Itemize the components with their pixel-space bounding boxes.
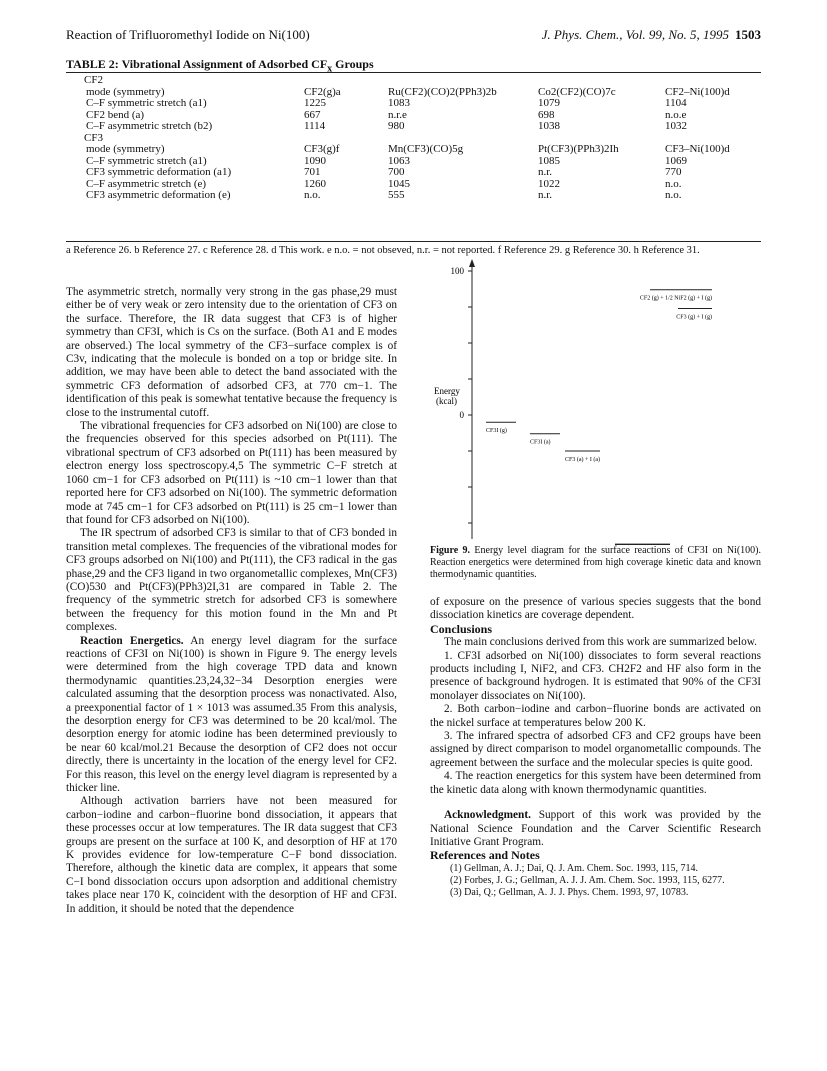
energy-level-label: CF3 (a) + I (a)	[565, 457, 601, 463]
table-cell: 1104	[665, 97, 687, 109]
table-top-rule	[66, 72, 761, 73]
paragraph: of exposure on the presence of various species suggests that the bond dissociation kinetics are coverage dependent.	[430, 596, 761, 622]
reference-item: (1) Gellman, A. J.; Dai, Q. J. Am. Chem. Soc. 1993, 115, 714.	[450, 862, 698, 874]
table-cell: 555	[388, 189, 405, 201]
conclusions-heading: Conclusions	[430, 621, 493, 636]
table-group-label	[66, 75, 761, 87]
table-cell: 698	[538, 108, 555, 121]
table-cell: 1032	[665, 120, 687, 132]
table-cell: CF2–Ni(100)d	[665, 85, 730, 98]
table-caption-sub: x	[327, 63, 333, 75]
acknowledgment-paragraph	[430, 809, 761, 849]
energy-level-diagram	[430, 257, 761, 545]
table-cell: C–F symmetric stretch (a1)	[86, 97, 207, 109]
table-cell: Mn(CF3)(CO)5g	[388, 143, 464, 155]
table-caption-end: Groups	[332, 57, 374, 71]
running-header	[66, 27, 761, 45]
vibrational-table	[66, 75, 761, 202]
reaction-energetics-heading: Reaction Energetics.	[80, 634, 184, 647]
reference-item: (2) Forbes, J. G.; Gellman, A. J. J. Am. Chem. Soc. 1993, 115, 6277.	[450, 874, 725, 886]
energy-level-figure	[430, 257, 761, 545]
table-row	[66, 121, 761, 133]
paragraph: The asymmetric stretch, normally very strong in the gas phase,29 must either be of very weak or zero intensity due to the orientation of CF3 on the surface. Therefore, the IR data suggest that CF3 is of higher symmetry than CF3I, which is Cs on the surface. (Both A1 and E modes are observed.) The local symmetry of the CF3−surface complex is of C3v, indicating that the molecule is bonded on a top or bridge site. In addition, we may have been able to detect the band associated with the symmetric CF3 deformation of adsorbed CF3, at 770 cm−1. The identification of this peak is somewhat tentative because the frequency is close to the instrumental cutoff.	[66, 286, 397, 419]
paragraph: The IR spectrum of adsorbed CF3 is similar to that of CF3 bonded in transition metal complexes. The frequencies of the vibrational modes for CF3 groups adsorbed on Ni(100) and Pt(111), the CF3 radical in the gas phase,29 and the CF3 ligand in two organometallic complexes, Mn(CF3)(CO)530 and Pt(CF3)(PPh3)2I,31 are compared in Table 2. The frequency of the symmetric stretch for adsorbed CF3 is somewhere between the frequency for this motion found in the Mn and Pt complexes.	[66, 527, 397, 634]
table-cell: Pt(CF3)(PPh3)2Ih	[538, 143, 619, 155]
table-row	[66, 190, 761, 202]
table-cell: 1022	[538, 177, 560, 190]
table-cell: Co2(CF2)(CO)7c	[538, 85, 616, 98]
table-cell: 1083	[388, 97, 410, 109]
energy-levels	[486, 257, 712, 545]
table-cell: 1063	[388, 154, 410, 167]
reaction-energetics-paragraph	[66, 635, 397, 796]
table-cell: CF2(g)a	[304, 85, 341, 98]
table-footnotes: a Reference 26. b Reference 27. c Reference 28. d This work. e n.o. = not obseved, n.r. = not reported. f Reference 29. g Reference 30. h Reference 31.	[66, 245, 700, 256]
reference-item: (3) Dai, Q.; Gellman, A. J. J. Phys. Chem. 1993, 97, 10783.	[450, 886, 689, 898]
table-cell: 1069	[665, 154, 687, 167]
table-cell: CF3(g)f	[304, 143, 340, 155]
table-cell: 700	[388, 166, 405, 178]
energy-level-label: CF3I (a)	[530, 439, 551, 446]
table-cell: 980	[388, 120, 405, 132]
group-name: CF3	[84, 131, 103, 144]
conclusion-item: 3. The infrared spectra of adsorbed CF3 and CF2 groups have been assigned by direct comparison to model organometallic compounds. The agreement between the surface and the molecular species is quite good.	[430, 730, 761, 769]
table-cell: CF3 symmetric deformation (a1)	[86, 166, 232, 178]
table-cell: Ru(CF2)(CO)2(PPh3)2b	[388, 85, 497, 98]
table-cell: n.o.	[665, 177, 682, 190]
left-column	[66, 286, 397, 916]
reaction-energetics-text: An energy level diagram for the surface reactions of CF3I on Ni(100) is shown in Figure 9. The energy levels were determined from the high coverage TPD data and known thermodynamic quantities.23,24,32−34 Desorption energies were calculated assuming that the desorption process was nonactivated. Also, a preexponential factor of 1 × 1013 was assumed.35 From this analysis, the desorption energy for CF3 was determined to be 20 kcal/mol. The desorption energy for atomic iodine has been determined previously to be near 60 kcal/mol.21 Because the desorption of CF2 does not occur directly, there is uncertainty in the location of the energy level for CF2. For this reason, this level on the energy level diagram is represented by a thicker line.	[66, 634, 397, 795]
tick-label: 100	[450, 266, 464, 276]
acknowledgment-text: Support of this work was provided by the National Science Foundation and the Carver Scientific Research Initiative Grant Program.	[430, 809, 761, 848]
table-cell: 1038	[538, 120, 560, 132]
table-cell: 1090	[304, 154, 326, 167]
table-cell: CF2 bend (a)	[86, 108, 145, 121]
table-row	[66, 167, 761, 179]
paragraph: The main conclusions derived from this work are summarized below.	[444, 636, 757, 649]
energy-level-label: CF3 (g) + I (g)	[676, 314, 712, 321]
table-cell: 1045	[388, 177, 410, 190]
table-cell: CF3–Ni(100)d	[665, 143, 730, 155]
paragraph: Although activation barriers have not been measured for carbon−iodine and carbon−fluorine bond dissociation, it appears that these processes occur at low temperatures. The IR data suggest that CF3 groups are present on the surface at 100 K, and desorption of HF at 170 K provides evidence for low-temperature C−F bond dissociation. Therefore, although the kinetic data are complex, it appears that some C−I bond dissociation occurs upon adsorption and additional chemistry takes place near 170 K, coincident with the desorption of HF and CF3I. In addition, it should be noted that the dependence	[66, 795, 397, 915]
figure-caption-text: Energy level diagram for the surface reactions of CF3I on Ni(100). Reaction energetics were determined from high coverage kinetic data and known thermodynamic quantities.	[430, 545, 761, 580]
table-cell: n.o.	[665, 189, 682, 201]
acknowledgment-heading: Acknowledgment.	[444, 809, 531, 822]
group-name: CF2	[84, 74, 103, 86]
header-title: Reaction of Trifluoromethyl Iodide on Ni(100)	[66, 27, 310, 42]
energy-level-label: CF2 (g) + 1/2 NiF2 (g) + I (g)	[639, 295, 712, 302]
page-number: 1503	[735, 27, 761, 42]
table-cell: 667	[304, 108, 321, 121]
table-cell: C–F asymmetric stretch (b2)	[86, 120, 213, 132]
y-axis-label: Energy	[434, 386, 460, 396]
conclusion-item: 2. Both carbon−iodine and carbon−fluorine bonds are activated on the nickel surface at temperatures below 200 K.	[430, 703, 761, 729]
table-cell: n.o.e	[665, 108, 687, 121]
table-cell: C–F asymmetric stretch (e)	[86, 177, 207, 190]
table-cell: n.r.e	[388, 108, 407, 121]
table-cell: 1260	[304, 177, 326, 190]
table-cell: 1114	[304, 120, 326, 132]
right-column	[430, 596, 761, 899]
tick-label: 0	[459, 410, 464, 420]
table-cell: n.o.	[304, 189, 321, 201]
table-row	[66, 98, 761, 110]
table-cell: 1079	[538, 97, 560, 109]
table-cell: C–F symmetric stretch (a1)	[86, 154, 207, 167]
table-caption-text: TABLE 2: Vibrational Assignment of Adsorbed CF	[66, 57, 328, 71]
table-cell: n.r.	[538, 189, 553, 201]
table-cell: CF3 asymmetric deformation (e)	[86, 189, 231, 201]
references-heading: References and Notes	[430, 848, 540, 863]
paragraph: The vibrational frequencies for CF3 adsorbed on Ni(100) are close to the frequencies observed for this species adsorbed on Pt(111). The vibrational spectrum of CF3 adsorbed on Pt(111) has been measured by electron energy loss spectroscopy.4,5 The symmetric C−F stretch at 1060 cm−1 for CF3 adsorbed on Pt(111) is ~10 cm−1 lower than that reported here for CF3 adsorbed on Ni(100). The symmetric deformation mode at 745 cm−1 for CF3 adsorbed on Pt(111) is 25 cm−1 lower than that found for CF3 adsorbed on Ni(100).	[66, 420, 397, 526]
conclusion-item: 4. The reaction energetics for this system have been determined from the kinetic data along with known thermodynamic quantities.	[430, 770, 761, 796]
table-cell: 1225	[304, 97, 326, 109]
table-cell: n.r.	[538, 166, 553, 178]
conclusion-item: 1. CF3I adsorbed on Ni(100) dissociates to form several reactions products including I, NiF2, and CF3. CH2F2 and HF also form in the presence of background hydrogen. It is estimated that 90% of the CF3I monolayer dissociates on Ni(100).	[430, 649, 761, 702]
table-cell: mode (symmetry)	[86, 85, 165, 98]
figure-caption-label: Figure 9.	[430, 545, 471, 556]
table-cell: mode (symmetry)	[86, 143, 165, 155]
table-row	[66, 144, 761, 156]
table-cell: 770	[665, 166, 682, 178]
header-journal	[542, 27, 761, 43]
energy-level-label: CF3I (g)	[486, 428, 507, 435]
table-cell: 701	[304, 166, 321, 178]
table-bottom-rule	[66, 241, 761, 242]
references-list	[430, 863, 761, 899]
journal-citation: J. Phys. Chem., Vol. 99, No. 5, 1995	[541, 27, 729, 42]
table-cell: 1085	[538, 154, 560, 167]
y-axis-arrow	[469, 259, 475, 267]
y-axis-unit: (kcal)	[436, 396, 457, 406]
figure-caption	[430, 545, 761, 581]
